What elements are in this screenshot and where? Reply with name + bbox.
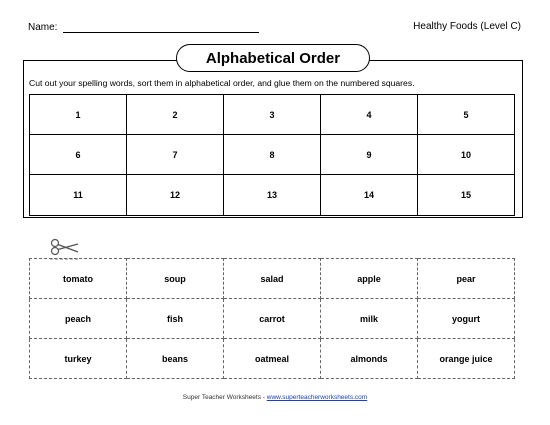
numbered-square: 1 bbox=[30, 95, 127, 135]
numbered-square: 7 bbox=[127, 135, 224, 175]
footer-site-name: Super Teacher Worksheets - bbox=[182, 394, 267, 401]
numbered-square: 13 bbox=[224, 175, 321, 216]
word-card: fish bbox=[127, 299, 224, 339]
word-card: beans bbox=[127, 339, 224, 379]
word-card: peach bbox=[30, 299, 127, 339]
word-card: apple bbox=[321, 259, 418, 299]
page-title: Alphabetical Order bbox=[176, 44, 370, 72]
numbered-square: 4 bbox=[321, 95, 418, 135]
footer bbox=[0, 394, 550, 401]
numbered-square: 14 bbox=[321, 175, 418, 216]
table-row bbox=[30, 95, 515, 135]
numbered-square: 3 bbox=[224, 95, 321, 135]
table-row bbox=[30, 259, 515, 299]
numbered-square: 12 bbox=[127, 175, 224, 216]
word-card: turkey bbox=[30, 339, 127, 379]
worksheet-level: Healthy Foods (Level C) bbox=[413, 21, 521, 32]
numbered-square: 8 bbox=[224, 135, 321, 175]
word-card: milk bbox=[321, 299, 418, 339]
word-card: yogurt bbox=[418, 299, 515, 339]
name-line bbox=[63, 21, 259, 33]
table-row bbox=[30, 299, 515, 339]
numbered-square: 5 bbox=[418, 95, 515, 135]
numbered-square: 10 bbox=[418, 135, 515, 175]
numbered-square: 6 bbox=[30, 135, 127, 175]
numbered-square: 9 bbox=[321, 135, 418, 175]
numbered-squares-grid bbox=[29, 94, 515, 216]
table-row bbox=[30, 175, 515, 216]
numbered-square: 11 bbox=[30, 175, 127, 216]
name-label: Name: bbox=[28, 22, 58, 33]
numbered-square: 2 bbox=[127, 95, 224, 135]
table-row bbox=[30, 339, 515, 379]
name-field bbox=[28, 21, 259, 33]
word-cards-grid bbox=[29, 258, 515, 379]
instructions: Cut out your spelling words, sort them in alphabetical order, and glue them on the numbered squares. bbox=[29, 78, 415, 88]
word-card: orange juice bbox=[418, 339, 515, 379]
scissors-icon bbox=[50, 238, 80, 260]
word-card: carrot bbox=[224, 299, 321, 339]
word-card: tomato bbox=[30, 259, 127, 299]
footer-link[interactable]: www.superteacherworksheets.com bbox=[266, 394, 368, 401]
word-card: pear bbox=[418, 259, 515, 299]
numbered-square: 15 bbox=[418, 175, 515, 216]
word-card: soup bbox=[127, 259, 224, 299]
word-card: oatmeal bbox=[224, 339, 321, 379]
word-card: salad bbox=[224, 259, 321, 299]
word-card: almonds bbox=[321, 339, 418, 379]
table-row bbox=[30, 135, 515, 175]
